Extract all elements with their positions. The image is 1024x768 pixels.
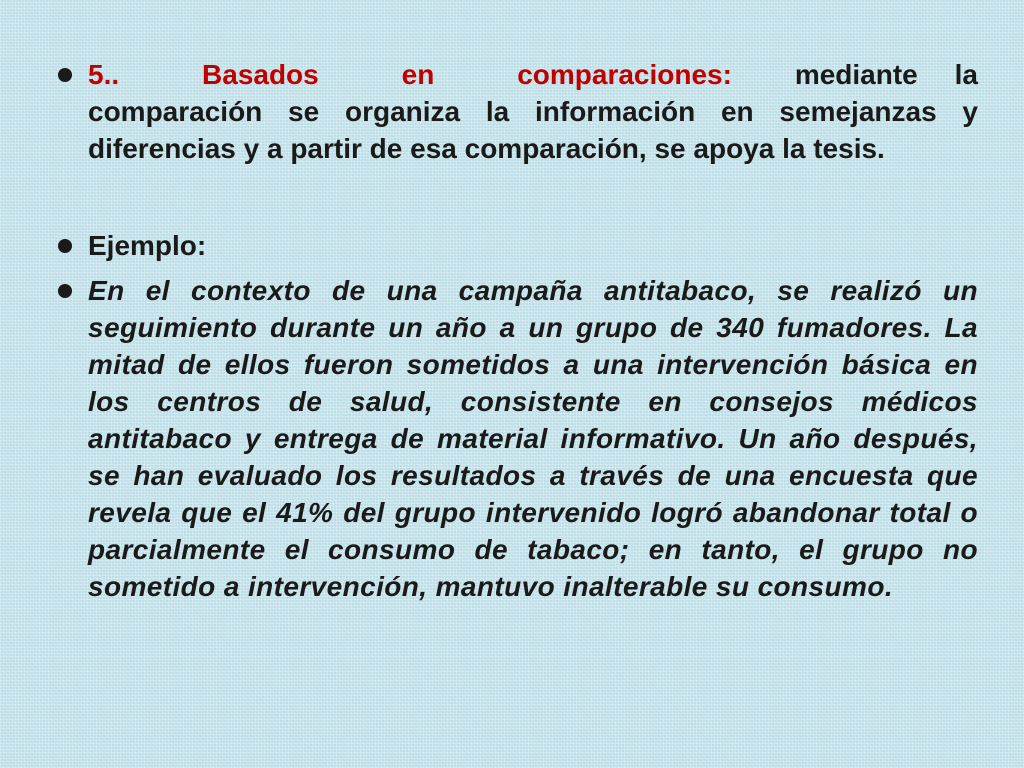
bullet-icon: [58, 239, 72, 253]
bullet-text: mediante la comparación se organiza la información en semejanzas y diferencias y a partir de esa comparación, se apoya la tesis.: [88, 59, 978, 164]
bullet-text: Ejemplo:: [88, 230, 207, 261]
bullet-icon: [58, 68, 72, 82]
bullet-text-italic: En el contexto de una campaña antitabaco, se realizó un seguimiento durante un año a un grupo de 340 fumadores. La mitad de ellos fueron sometidos a una intervención básica en los centros de salud, consistente en consejos médicos antitabaco y entrega de material informativo. Un año después, se han evaluado los resultados a través de una encuesta que revela que el 41% del grupo intervenido logró abandonar total o parcialmente el consumo de tabaco; en tanto, el grupo no sometido a intervención, mantuvo inalterable su consumo.: [88, 275, 978, 602]
bullet-lead-heading: 5.. Basados en comparaciones:: [88, 59, 732, 90]
bullet-item-comparaciones: [54, 56, 978, 167]
bullet-item-ejemplo: [54, 227, 978, 264]
bullet-icon: [58, 284, 72, 298]
bullet-item-example-body: [54, 272, 978, 605]
bullet-list: [54, 56, 978, 605]
